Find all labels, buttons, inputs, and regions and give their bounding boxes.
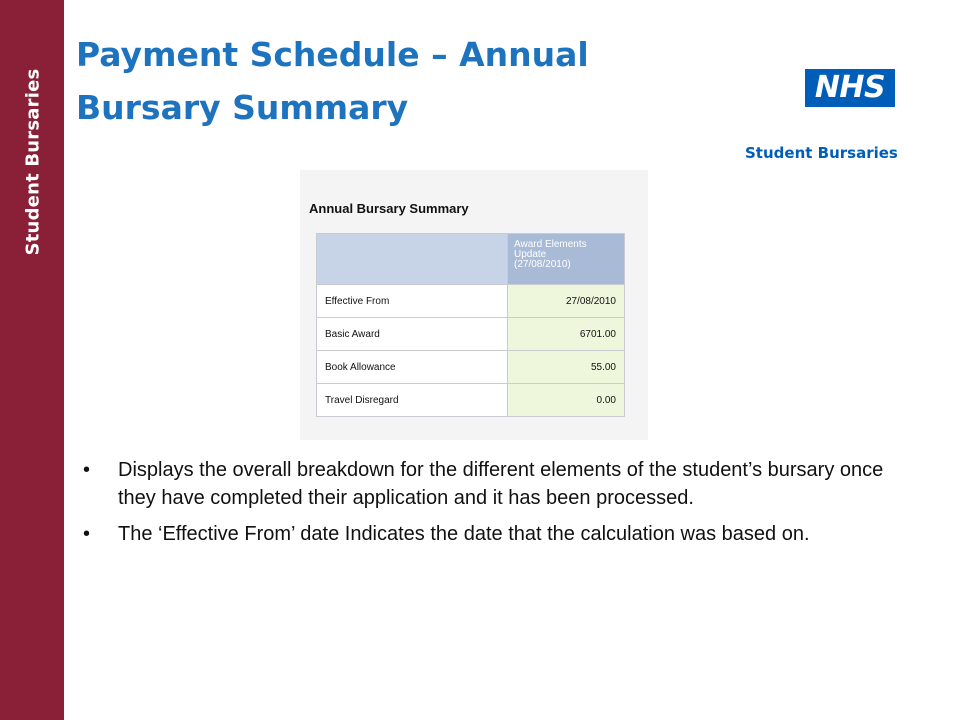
nhs-logo-subtitle: Student Bursaries [745, 144, 898, 162]
sidebar-label: Student Bursaries [22, 68, 44, 256]
bullet-item [83, 520, 898, 548]
table-row [317, 285, 625, 318]
row-label-travel-disregard: Travel Disregard [317, 384, 508, 417]
nhs-logo: NHS [805, 69, 895, 107]
table-row [317, 351, 625, 384]
annual-bursary-summary-panel [300, 170, 648, 440]
row-label-book-allowance: Book Allowance [317, 351, 508, 384]
row-value-effective-from: 27/08/2010 [508, 285, 625, 318]
sidebar [0, 0, 64, 720]
table-header-row [317, 234, 625, 285]
bullet-marker: • [83, 523, 91, 545]
bullet-list [83, 456, 898, 556]
table-column-header [508, 234, 625, 285]
bullet-text: Displays the overall breakdown for the different elements of the student’s bursary once they have completed their application and it has been processed. [118, 459, 884, 509]
bullet-marker: • [83, 459, 91, 481]
column-header-line-3: (27/08/2010) [514, 259, 571, 270]
page-title-line-2: Bursary Summary [76, 88, 409, 127]
row-value-book-allowance: 55.00 [508, 351, 625, 384]
page-title-line-1: Payment Schedule – Annual [76, 35, 589, 74]
table-row [317, 384, 625, 417]
bullet-text: The ‘Effective From’ date Indicates the date that the calculation was based on. [118, 523, 810, 545]
column-header-line-1: Award Elements [514, 239, 587, 250]
row-value-basic-award: 6701.00 [508, 318, 625, 351]
summary-table [316, 233, 625, 417]
panel-title: Annual Bursary Summary [309, 201, 469, 216]
table-header-blank [317, 234, 508, 285]
table-row [317, 318, 625, 351]
bullet-item [83, 456, 898, 512]
column-header-line-2: Update [514, 249, 547, 260]
row-label-effective-from: Effective From [317, 285, 508, 318]
page-title [76, 28, 589, 134]
row-label-basic-award: Basic Award [317, 318, 508, 351]
row-value-travel-disregard: 0.00 [508, 384, 625, 417]
